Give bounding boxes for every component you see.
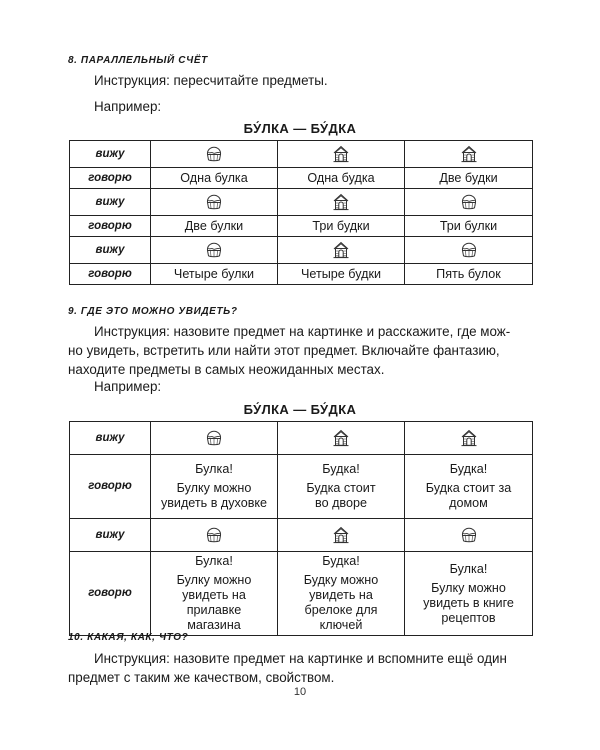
table-cell-icon [278,237,405,264]
doghouse-icon [331,144,351,164]
cell-line: прилавке [186,603,242,617]
bun-icon [459,240,479,260]
table-cell-icon [405,422,533,455]
section-9-heading: БУ́ЛКА — БУ́ДКА [243,402,357,417]
row-label-see: вижу [70,189,151,216]
table-row [70,455,533,519]
table-cell-text: Три булки [405,216,533,237]
table-cell-text [405,455,533,519]
cell-item-name: Булка! [195,554,233,568]
section-9-title: 9. ГДЕ ЭТО МОЖНО УВИДЕТЬ? [68,306,238,317]
table-cell-text: Четыре булки [151,264,278,285]
table-row [70,237,533,264]
table-cell-text [151,552,278,636]
table-cell-text: Три будки [278,216,405,237]
doghouse-icon [331,525,351,545]
table-cell-icon [151,189,278,216]
table-row [70,168,533,189]
counting-table [69,140,533,285]
cell-line: увидеть на [309,588,373,602]
instruction-line: находите предметы в самых неожиданных местах. [68,362,385,377]
row-label-see: вижу [70,141,151,168]
table-row [70,141,533,168]
cell-line: во дворе [315,496,367,510]
table-cell-icon [405,519,533,552]
table-row [70,519,533,552]
bun-icon [204,428,224,448]
table-cell-icon [405,141,533,168]
cell-line: увидеть на [182,588,246,602]
table-cell-icon [405,189,533,216]
cell-line: увидеть в книге [423,595,514,610]
table-cell-text: Одна булка [151,168,278,189]
table-cell-text: Две будки [405,168,533,189]
row-label-say: говорю [70,168,151,189]
bun-icon [204,144,224,164]
cell-line: увидеть в духовке [160,496,268,510]
page-number: 10 [293,686,307,698]
row-label-say: говорю [70,552,151,636]
cell-item-name: Будка! [449,462,488,476]
table-cell-text: Четыре будки [278,264,405,285]
bun-icon [204,525,224,545]
bun-icon [459,525,479,545]
row-label-say: говорю [70,455,151,519]
cell-line: Будка стоит за [425,481,512,495]
table-cell-text [405,552,533,636]
section-8-title: 8. ПАРАЛЛЕЛЬНЫЙ СЧЁТ [68,55,208,66]
table-cell-icon [278,422,405,455]
cell-item-name: Будка! [322,554,360,568]
table-cell-icon [278,189,405,216]
section-9-example-label: Например: [94,379,162,394]
table-cell-icon [151,237,278,264]
table-cell-icon [278,141,405,168]
section-10-instruction [68,649,530,687]
cell-line: Булку можно [176,573,252,587]
doghouse-icon [331,428,351,448]
cell-line: домом [449,496,488,510]
instruction-line: но увидеть, встретить или найти этот предмет. Включайте фантазию, [68,343,500,358]
table-cell-text: Две булки [151,216,278,237]
section-8-heading: БУ́ЛКА — БУ́ДКА [243,121,357,136]
bun-icon [204,192,224,212]
cell-line: рецептов [441,610,496,625]
table-row [70,552,533,636]
cell-item-name: Булка! [195,462,233,476]
table-cell-text: Пять булок [405,264,533,285]
table-cell-icon [405,237,533,264]
table-cell-text: Одна будка [278,168,405,189]
row-label-say: говорю [70,264,151,285]
instruction-line: Инструкция: назовите предмет на картинке и вспомните ещё один [94,651,507,666]
table-row [70,216,533,237]
cell-line: брелоке для [304,603,378,617]
section-10-title: 10. КАКАЯ, КАК, ЧТО? [68,632,189,643]
table-row [70,422,533,455]
table-row [70,189,533,216]
section-8-example-label: Например: [94,99,162,114]
cell-line: Будка стоит [306,481,376,495]
doghouse-icon [459,144,479,164]
table-cell-text [278,552,405,636]
table-cell-icon [151,141,278,168]
cell-line: ключей [319,618,363,632]
cell-line: Будку можно [303,573,379,587]
instruction-line: Инструкция: назовите предмет на картинке и расскажите, где мож- [94,324,511,339]
places-table [69,421,533,636]
table-cell-icon [151,422,278,455]
table-cell-icon [151,519,278,552]
section-8-instruction: Инструкция: пересчитайте предметы. [94,73,328,88]
cell-line: магазина [187,618,241,632]
row-label-say: говорю [70,216,151,237]
table-row [70,264,533,285]
cell-line: Булку можно [176,481,252,495]
cell-item-name: Булка! [449,561,488,576]
doghouse-icon [331,192,351,212]
row-label-see: вижу [70,519,151,552]
table-cell-text [278,455,405,519]
bun-icon [459,192,479,212]
table-cell-icon [278,519,405,552]
table-cell-text [151,455,278,519]
bun-icon [204,240,224,260]
doghouse-icon [331,240,351,260]
section-9-instruction [68,322,530,379]
row-label-see: вижу [70,422,151,455]
cell-line: Булку можно [431,580,506,595]
instruction-line: предмет с таким же качеством, свойством. [68,670,335,685]
row-label-see: вижу [70,237,151,264]
doghouse-icon [459,428,479,448]
cell-item-name: Будка! [322,462,360,476]
